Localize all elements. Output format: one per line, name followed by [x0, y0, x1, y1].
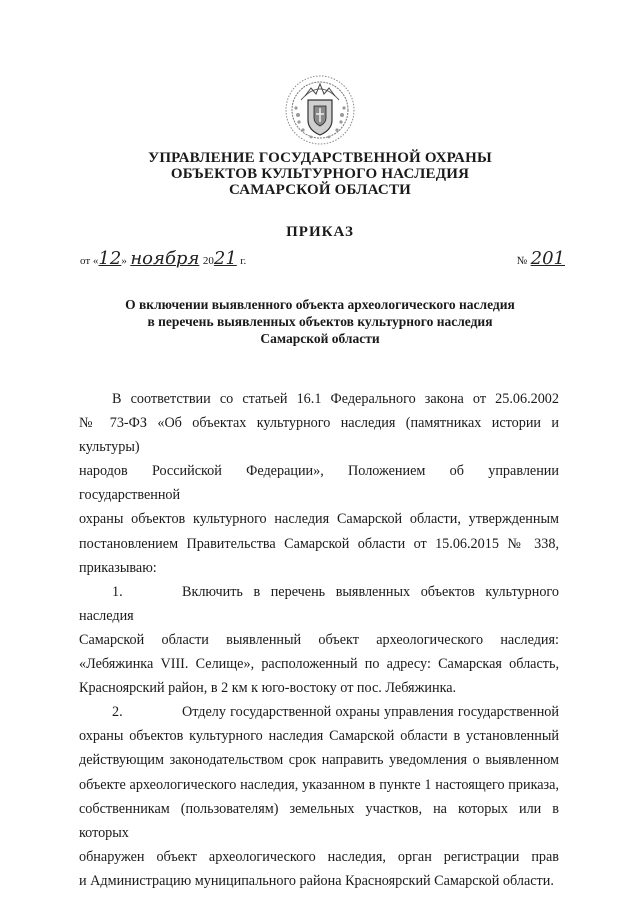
item-2-number: 2.	[112, 704, 123, 721]
item-2-line-4: объекте археологического наследия, указанном в пункте 1 настоящего приказа,	[79, 776, 559, 793]
item-1-line-1	[79, 580, 559, 628]
intro-line-4: охраны объектов культурного наследия Самарской области, утвержденным	[79, 511, 559, 528]
date-number-row	[80, 248, 565, 272]
intro-line-5: постановлением Правительства Самарской области от 15.06.2015 № 338,	[79, 535, 559, 552]
subject-line-3: Самарской области	[260, 331, 380, 346]
item-2-text-1: Отделу государственной охраны управления государственной	[182, 704, 559, 721]
item-1-line-3: «Лебяжинка VIII. Селище», расположенный по адресу: Самарская область,	[79, 656, 559, 673]
intro-line-3: народов Российской Федерации», Положением об управлении государственной	[79, 463, 559, 504]
authority-line-3: САМАРСКОЙ ОБЛАСТИ	[228, 182, 412, 198]
intro-line-2: № 73-ФЗ «Об объектах культурного наследия (памятниках истории и культуры)	[79, 415, 559, 456]
document-header	[0, 150, 640, 241]
order-subject	[0, 296, 640, 347]
item-1-text-1: Включить в перечень выявленных объектов культурного наследия	[79, 583, 559, 624]
number-value: 201	[530, 248, 565, 269]
date-day: 12	[98, 248, 122, 269]
item-1-line-2: Самарской области выявленный объект археологического наследия:	[79, 631, 559, 648]
item-2-line-6: обнаружен объект археологического наследия, орган регистрации прав	[79, 848, 559, 865]
date-mid: »	[121, 255, 127, 267]
item-2-line-7: и Администрацию муниципального района Красноярский Самарской области.	[79, 872, 554, 889]
date-suffix: г.	[240, 255, 247, 267]
item-1-number: 1.	[112, 583, 123, 600]
item-2-line-5: собственникам (пользователям) земельных участков, на которых или в которых	[79, 800, 559, 841]
date-year-prefix: 20	[202, 255, 214, 267]
document-type: ПРИКАЗ	[286, 224, 354, 240]
item-2-line-1	[79, 700, 559, 724]
subject-line-1: О включении выявленного объекта археологического наследия	[125, 297, 515, 312]
order-body	[79, 387, 559, 893]
number-prefix: №	[516, 255, 528, 267]
date-year: 21	[213, 248, 237, 269]
order-date	[80, 248, 246, 269]
item-1-line-4: Красноярский район, в 2 км к юго-востоку от пос. Лебяжинка.	[79, 680, 457, 697]
coat-of-arms-emblem	[281, 70, 359, 148]
item-2-line-2: охраны объектов культурного наследия Самарской области в установленный	[79, 728, 559, 745]
item-2-line-3: действующим законодательством срок направить уведомления о выявленном	[79, 752, 559, 769]
authority-line-1: УПРАВЛЕНИЕ ГОСУДАРСТВЕННОЙ ОХРАНЫ	[148, 150, 492, 166]
date-prefix: от «	[80, 255, 99, 267]
order-number	[517, 248, 565, 269]
date-month: ноября	[130, 248, 200, 269]
authority-line-2: ОБЪЕКТОВ КУЛЬТУРНОГО НАСЛЕДИЯ	[170, 166, 470, 182]
intro-line-6: приказываю:	[79, 559, 157, 576]
subject-line-2: в перечень выявленных объектов культурного наследия	[147, 314, 493, 329]
intro-line-1: В соответствии со статьей 16.1 Федерального закона от 25.06.2002	[112, 391, 559, 407]
